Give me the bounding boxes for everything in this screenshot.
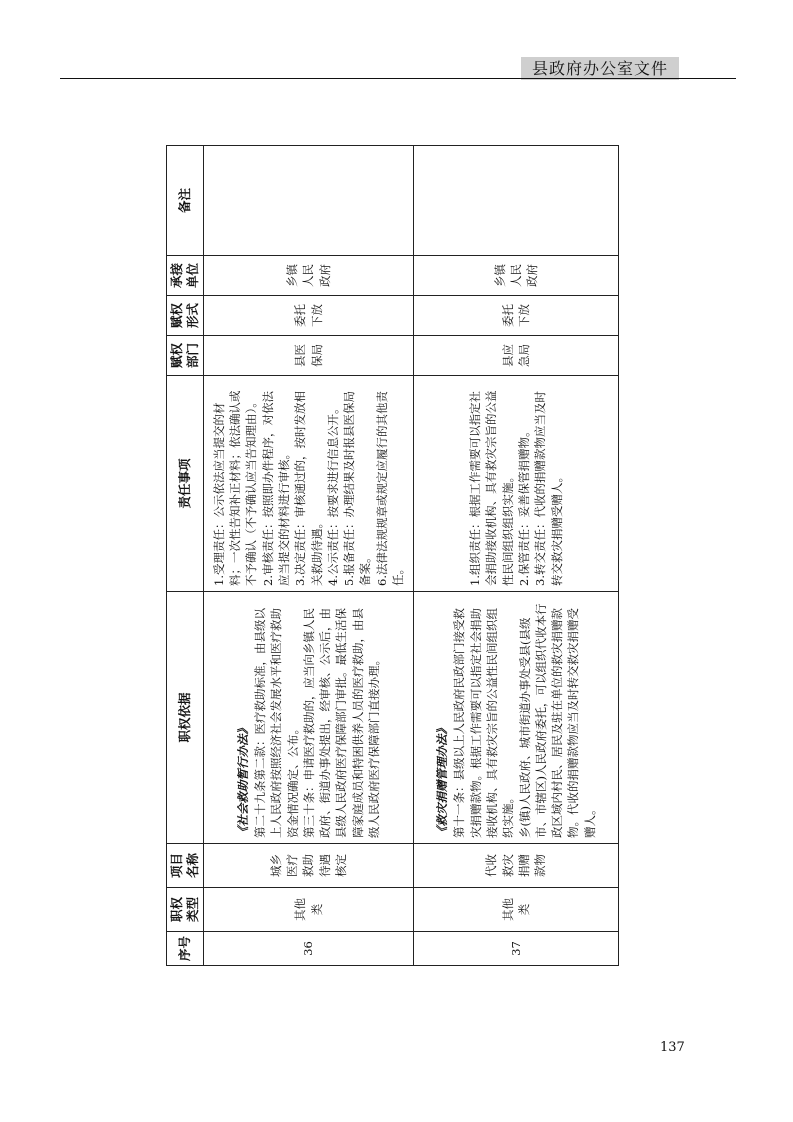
authority-table [166,145,619,966]
row-type: 其他 类 [414,888,619,932]
col-header-form: 赋权 形式 [167,296,204,336]
table-row [204,146,414,966]
duty-item: 4.公示责任：按要求进行信息公开。 [325,402,340,586]
duty-item: 1.组织责任：根据工作需要可以指定社会捐助接收机构、具有救灾宗旨的公益性民间组织组织实施。 [468,390,515,586]
row-dept: 县应 急局 [414,336,619,376]
row-basis [204,592,414,844]
col-header-type: 职权 类型 [167,888,204,932]
duty-item: 2.审核责任：按照即办件程序，对依法应当提交的材料进行审核。 [260,391,291,586]
row-duty [414,376,619,592]
row-seq: 36 [204,932,414,966]
row-name: 代收 救灾 捐赠 款物 [414,844,619,888]
duty-item: 6.法律法规规章或规定应履行的其他责任。 [374,391,406,586]
row-dept: 县医 保局 [204,336,414,376]
row-unit: 乡镇 人民 政府 [414,256,619,296]
col-header-unit: 承接 单位 [167,256,204,296]
duty-item: 3.转交责任：代收的捐赠款物应当及时转交救灾捐赠受赠人。 [533,391,564,586]
document-header-badge: 县政府办公室文件 [521,57,679,80]
law-text: 第十一条：县级以上人民政府民政部门接受救灾捐赠款物。根据工作需要可以指定社会捐助接收机构、具有救灾宗旨的公益性民间组织组织实施。 乡(镇)人民政府、城市街道办事处受县(县级市、市辖区)人民政府委托，可以组织代收本行政区域内村民、居民及驻在单位的救灾捐赠款物。代收的捐赠款物应当及时转交救灾捐赠受赠人。 [452,603,597,838]
col-header-dept: 赋权 部门 [167,336,204,376]
duty-item: 1.受理责任：公示依法应当提交的材料；一次性告知补正材料；依法确认或不予确认（不予确认应当告知理由）。 [211,390,259,586]
page-number: 137 [660,1040,685,1055]
row-note [204,146,414,256]
row-type: 其他 类 [204,888,414,932]
col-header-basis: 职权依据 [167,592,204,844]
rotated-table-wrapper [166,146,618,966]
table-header-row [167,146,204,966]
duty-item: 3.决定责任：审核通过的，按时发放相关救助待遇。 [293,391,324,586]
row-name: 城乡 医疗 救助 待遇 核定 [204,844,414,888]
row-note [414,146,619,256]
duty-item: 5.报备责任：办理结果及时报县医保局备案。 [342,391,373,586]
header-rule [60,78,736,79]
law-text: 第二十九条第二款：医疗救助标准，由县级以上人民政府按照经济社会发展水平和医疗救助资金情况确定、公布。 第三十条：申请医疗救助的，应当向乡镇人民政府、街道办事处提出，经审核、公示后，由县级人民政府医疗保障部门审批。最低生活保障家庭成员和特困供养人员的医疗救助，由县级人民政府医疗保障部门直接办理。 [252,608,382,838]
col-header-note: 备注 [167,146,204,256]
col-header-duty: 责任事项 [167,376,204,592]
row-form: 委托 下放 [414,296,619,336]
col-header-seq: 序号 [167,932,204,966]
row-form: 委托 下放 [204,296,414,336]
row-unit: 乡镇 人民 政府 [204,256,414,296]
table-row [414,146,619,966]
row-basis [414,592,619,844]
col-header-name: 项目 名称 [167,844,204,888]
row-seq: 37 [414,932,619,966]
duty-item: 2.保管责任：妥善保管捐赠物。 [517,425,531,586]
row-duty [204,376,414,592]
law-title: 《救灾捐赠管理办法》 [434,723,449,838]
law-title: 《社会救助暂行办法》 [235,723,250,838]
